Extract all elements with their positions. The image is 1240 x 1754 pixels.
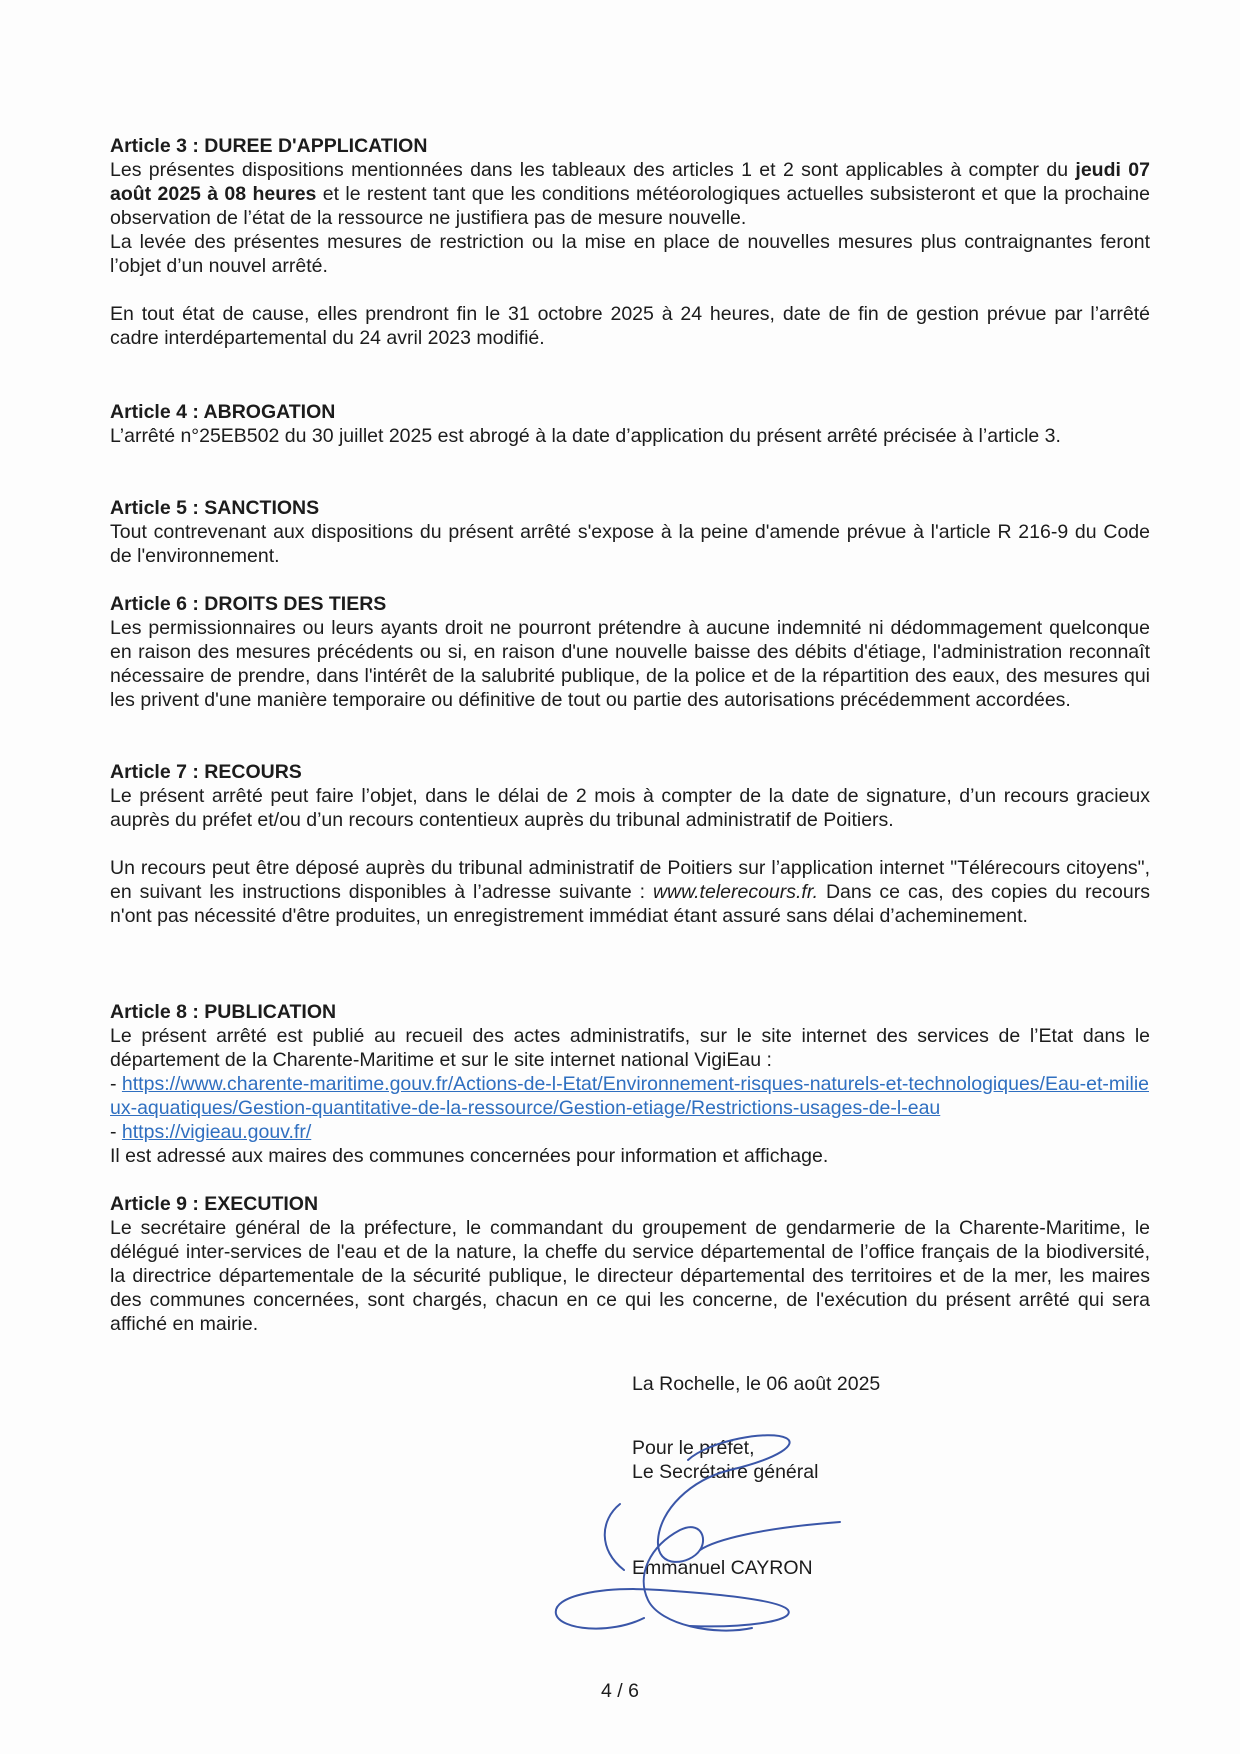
page-number: 4 / 6 bbox=[601, 1680, 639, 1702]
article-9-title: Article 9 : EXECUTION bbox=[110, 1193, 319, 1215]
article-7-para-1: Le présent arrêté peut faire l’objet, dans le délai de 2 mois à compter de la date de signature, d’un recours gracieux auprès du préfet et/ou d’un recours contentieux auprès du tribunal administratif de Poitiers. bbox=[110, 785, 1150, 831]
article-3 bbox=[110, 134, 1150, 350]
article-9 bbox=[110, 1192, 1150, 1336]
article-3-title: Article 3 : DUREE D'APPLICATION bbox=[110, 135, 428, 157]
article-4-title: Article 4 : ABROGATION bbox=[110, 401, 336, 423]
article-8-para-2: Il est adressé aux maires des communes concernées pour information et affichage. bbox=[110, 1145, 829, 1167]
telerecours-address: www.telerecours.fr. bbox=[652, 881, 819, 903]
article-6-para-1: Les permissionnaires ou leurs ayants droit ne pourront prétendre à aucune indemnité ni dédommagement quelconque en raison des mesures précédents ou si, en raison d'une nouvelle baisse des débits d'étiage, l'administration reconnaît nécessaire de prendre, dans l'intérêt de la salubrité publique, de la police et de la répartition des eaux, des mesures qui les privent d'une manière temporaire ou définitive de tout ou partie des autorisations précédemment accordées. bbox=[110, 617, 1150, 711]
signatory-name: Emmanuel CAYRON bbox=[632, 1557, 813, 1579]
article-4 bbox=[110, 400, 1150, 448]
article-9-para-1: Le secrétaire général de la préfecture, le commandant du groupement de gendarmerie de la Charente-Maritime, le délégué inter-services de l'eau et de la nature, la cheffe du service départemental de l’office français de la biodiversité, la directrice départementale de la sécurité publique, le directeur départemental des territoires et de la mer, les maires des communes concernées, sont chargés, chacun en ce qui les concerne, de l'exécution du présent arrêté qui sera affiché en mairie. bbox=[110, 1217, 1150, 1335]
dash: - bbox=[110, 1121, 122, 1143]
article-8-para-1: Le présent arrêté est publié au recueil des actes administratifs, sur le site internet des services de l’Etat dans le département de la Charente-Maritime et sur le site internet national VigiEau : bbox=[110, 1025, 1150, 1071]
article-3-text: Les présentes dispositions mentionnées dans les tableaux des articles 1 et 2 sont applicables à compter du bbox=[110, 159, 1076, 181]
dash: - bbox=[110, 1073, 122, 1095]
article-3-para-3: En tout état de cause, elles prendront fin le 31 octobre 2025 à 24 heures, date de fin de gestion prévue par l’arrêté cadre interdépartemental du 24 avril 2023 modifié. bbox=[110, 303, 1150, 349]
signature-line-2: Le Secrétaire général bbox=[632, 1461, 819, 1483]
article-3-para-2: La levée des présentes mesures de restriction ou la mise en place de nouvelles mesures plus contraignantes feront l’objet d’un nouvel arrêté. bbox=[110, 231, 1150, 277]
article-8-link-1-line bbox=[110, 1072, 1150, 1120]
vigieau-link[interactable]: https://vigieau.gouv.fr/ bbox=[121, 1121, 312, 1143]
article-3-para-1 bbox=[110, 158, 1150, 230]
prefecture-link[interactable]: https://www.charente-maritime.gouv.fr/Actions-de-l-Etat/Environnement-risques-naturels-et-technologiques/Eau-et-milieux-aquatiques/Gestion-quantitative-de-la-ressource/Gestion-etiage/Restrictions-usages-de-l-eau bbox=[110, 1073, 1149, 1119]
article-7-title: Article 7 : RECOURS bbox=[110, 761, 302, 783]
article-4-para-1: L’arrêté n°25EB502 du 30 juillet 2025 est abrogé à la date d’application du présent arrêté précisée à l’article 3. bbox=[110, 425, 1061, 447]
article-8-link-2-line bbox=[110, 1120, 1150, 1144]
article-7-text-cont: Dans ce cas, des copies du recours n'ont pas nécessité d'être produites, un enregistrement immédiat étant assuré sans délai d’acheminement. bbox=[110, 881, 1150, 927]
article-7-text: Un recours peut être déposé auprès du tribunal administratif de Poitiers sur l’application internet "Télérecours citoyens", en suivant les instructions disponibles à l’adresse suivante : bbox=[110, 857, 1150, 903]
article-5-title: Article 5 : SANCTIONS bbox=[110, 497, 320, 519]
place-date: La Rochelle, le 06 août 2025 bbox=[632, 1373, 881, 1395]
article-6 bbox=[110, 592, 1150, 712]
signature-line-1: Pour le préfet, bbox=[632, 1437, 755, 1459]
article-3-date-bold: jeudi 07 août 2025 à 08 heures bbox=[110, 159, 1150, 205]
article-8 bbox=[110, 1000, 1150, 1168]
article-3-text-cont: et le restent tant que les conditions météorologiques actuelles subsisteront et que la prochaine observation de l’état de la ressource ne justifiera pas de mesure nouvelle. bbox=[110, 183, 1150, 229]
article-5-para-1: Tout contrevenant aux dispositions du présent arrêté s'expose à la peine d'amende prévue à l'article R 216-9 du Code de l'environnement. bbox=[110, 521, 1150, 567]
article-5 bbox=[110, 496, 1150, 568]
article-6-title: Article 6 : DROITS DES TIERS bbox=[110, 593, 387, 615]
article-8-title: Article 8 : PUBLICATION bbox=[110, 1001, 337, 1023]
handwritten-signature bbox=[540, 1400, 870, 1650]
article-7 bbox=[110, 760, 1150, 928]
article-7-para-2 bbox=[110, 856, 1150, 928]
